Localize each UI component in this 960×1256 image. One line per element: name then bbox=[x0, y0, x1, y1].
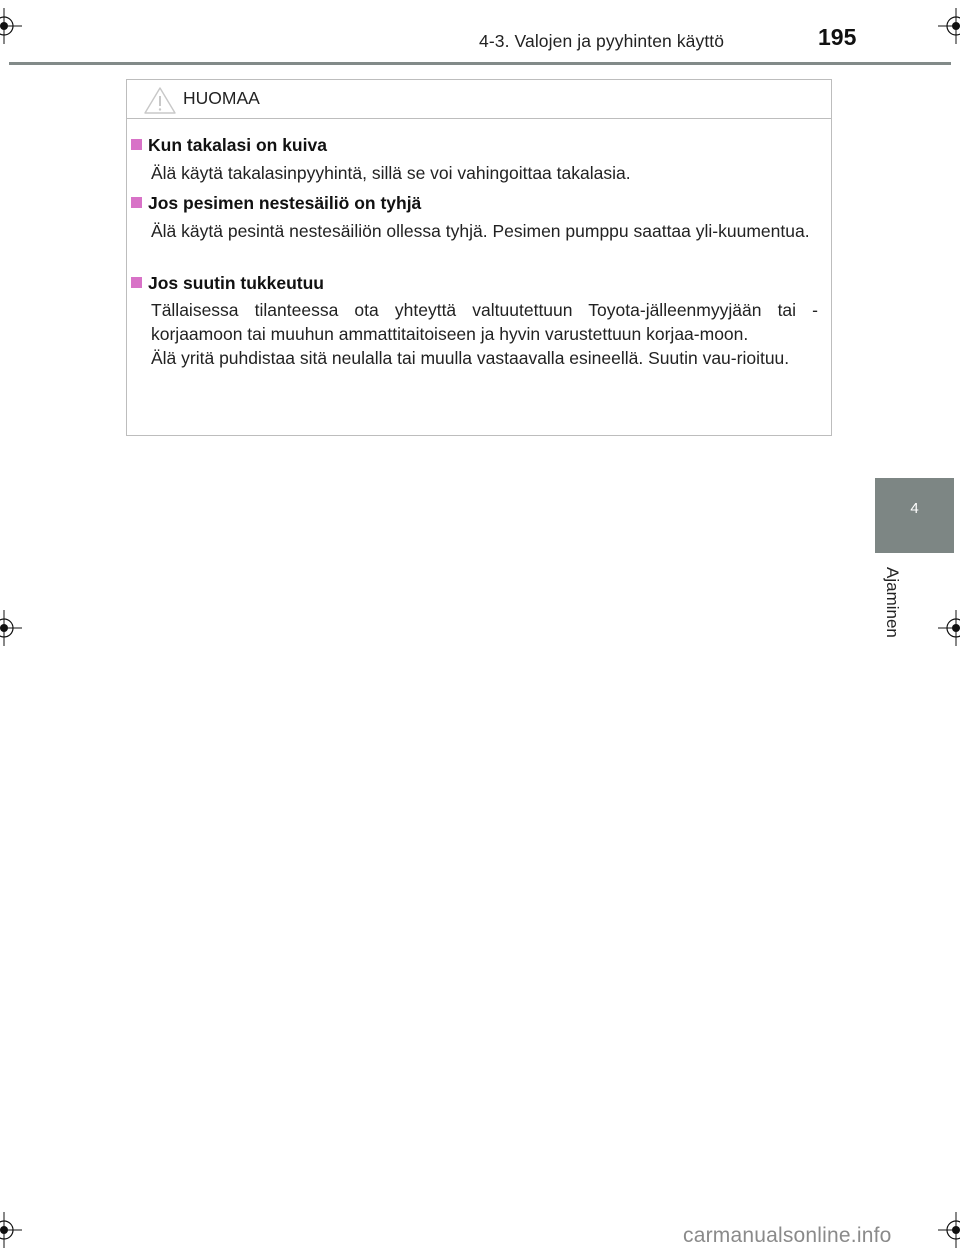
registration-mark-icon bbox=[0, 8, 22, 44]
paragraph: Älä yritä puhdistaa sitä neulalla tai muulla vastaavalla esineellä. Suutin vau-rioituu. bbox=[151, 348, 790, 368]
page-number: 195 bbox=[818, 24, 857, 50]
square-bullet-icon bbox=[131, 197, 142, 208]
registration-mark-icon bbox=[938, 8, 960, 44]
section-body bbox=[151, 219, 818, 243]
section-title: 4-3. Valojen ja pyyhinten käyttö bbox=[479, 31, 725, 51]
chapter-tab bbox=[875, 478, 954, 553]
section-heading-text: Jos pesimen nestesäiliö on tyhjä bbox=[148, 193, 422, 213]
notice-header bbox=[127, 80, 831, 119]
square-bullet-icon bbox=[131, 139, 142, 150]
watermark: carmanualsonline.info bbox=[683, 1224, 892, 1247]
registration-mark-icon bbox=[938, 1212, 960, 1248]
paragraph: Tällaisessa tilanteessa ota yhteyttä valtuutettuun Toyota-jälleenmyyjään tai -korjaamoon tai muuhun ammattitaitoiseen ja hyvin varustettuun korjaa-moon. bbox=[151, 300, 818, 344]
square-bullet-icon bbox=[131, 277, 142, 288]
notice-box bbox=[126, 79, 832, 436]
section-body bbox=[151, 298, 818, 370]
registration-mark-icon bbox=[0, 610, 22, 646]
section-heading-text: Kun takalasi on kuiva bbox=[148, 135, 327, 155]
paragraph: Älä käytä pesintä nestesäiliön ollessa tyhjä. Pesimen pumppu saattaa yli-kuumentua. bbox=[151, 221, 810, 241]
notice-title: HUOMAA bbox=[183, 88, 260, 108]
registration-mark-icon bbox=[0, 1212, 22, 1248]
chapter-label: Ajaminen bbox=[883, 567, 902, 638]
paragraph: Älä käytä takalasinpyyhintä, sillä se voi vahingoittaa takalasia. bbox=[151, 163, 631, 183]
section-heading bbox=[131, 135, 327, 156]
registration-mark-icon bbox=[938, 610, 960, 646]
section-heading bbox=[131, 193, 421, 214]
section-body bbox=[151, 161, 818, 185]
section-heading-text: Jos suutin tukkeutuu bbox=[148, 273, 324, 293]
header-rule bbox=[9, 62, 951, 65]
chapter-number: 4 bbox=[910, 500, 919, 517]
warning-triangle-icon bbox=[143, 86, 177, 115]
section-heading bbox=[131, 273, 324, 294]
